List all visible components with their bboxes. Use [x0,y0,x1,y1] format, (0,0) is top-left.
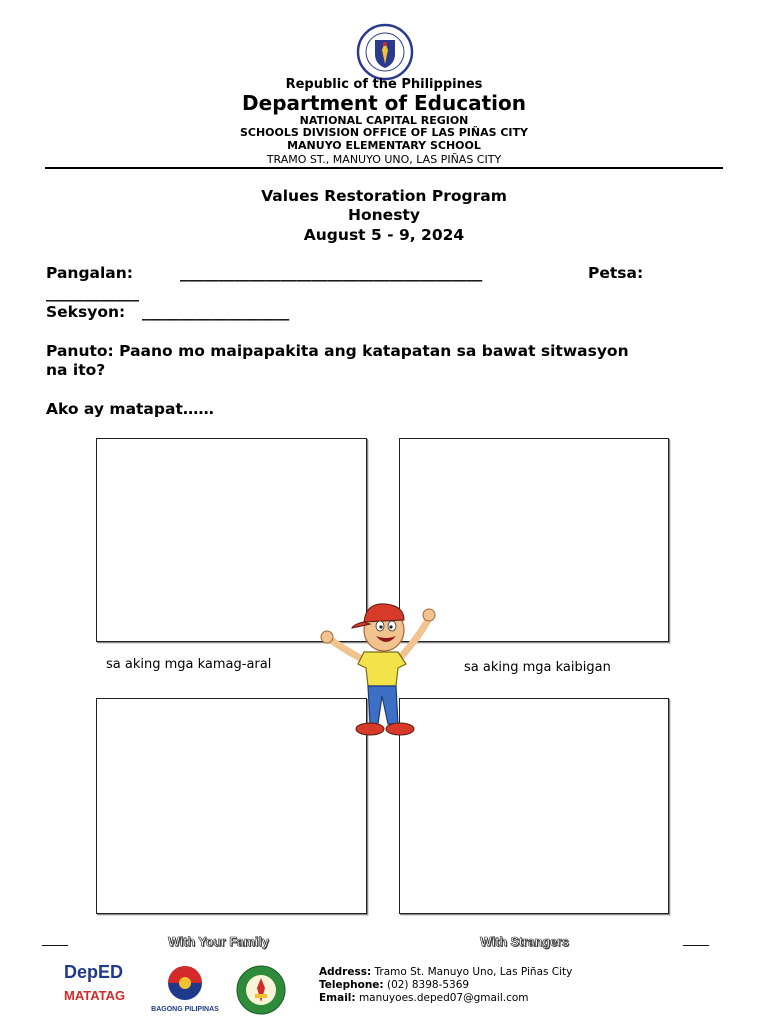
matatag-logo-text: MATATAG [64,988,126,1003]
caption-strangers: With Strangers [480,935,569,949]
school-address: TRAMO ST., MANUYO UNO, LAS PIÑAS CITY [266,153,502,166]
school-seal-icon [226,964,296,1016]
section-label: Seksyon: [46,303,126,321]
program-title: Values Restoration Program [261,187,507,205]
cartoon-boy-icon [320,598,442,740]
bagong-pilipinas-logo [150,964,220,1014]
footer-telephone [319,979,469,992]
footer-address [319,966,572,979]
name-field[interactable]: _______________________________________ [180,264,483,282]
caption-classmates: sa aking mga kamag-aral [106,657,272,672]
email-label: Email: [319,992,356,1004]
school-name: MANUYO ELEMENTARY SCHOOL [287,139,481,152]
address-label: Address: [319,966,372,978]
telephone-value: (02) 8398-5369 [386,979,470,991]
section-field[interactable]: ___________________ [142,303,290,321]
address-value: Tramo St. Manuyo Uno, Las Piñas City [374,966,573,978]
instruction-line-1: Panuto: Paano mo maipapakita ang katapatan sa bawat sitwasyon [46,342,629,360]
footer-email [319,992,529,1005]
name-label: Pangalan: [46,264,133,282]
deped-matatag-logo [64,962,140,1014]
email-value[interactable]: manuyoes.deped07@gmail.com [358,992,529,1004]
telephone-label: Telephone: [319,979,384,991]
bagong-pilipinas-icon [150,964,220,1002]
bagong-pilipinas-text: BAGONG PILIPINAS [151,1006,219,1013]
deped-logo-text: DepED [64,962,124,982]
date-label: Petsa: [588,264,644,282]
left-blank-line: ____ [42,932,68,947]
date-range: August 5 - 9, 2024 [303,226,465,244]
caption-friends: sa aking mga kaibigan [464,660,611,675]
department-name: Department of Education [242,91,526,115]
header-divider [45,167,723,169]
right-blank-line: ____ [683,932,709,947]
division-line: SCHOOLS DIVISION OFFICE OF LAS PIÑAS CITY [239,126,528,139]
republic-line: Republic of the Philippines [285,77,483,92]
prompt-text: Ako ay matapat…… [46,400,214,418]
date-field[interactable]: ____________ [46,284,139,302]
caption-family: With Your Family [168,935,269,949]
region-line: NATIONAL CAPITAL REGION [299,114,469,127]
deped-seal-icon [352,22,418,82]
theme-title: Honesty [348,206,420,224]
instruction-line-2: na ito? [46,361,106,379]
